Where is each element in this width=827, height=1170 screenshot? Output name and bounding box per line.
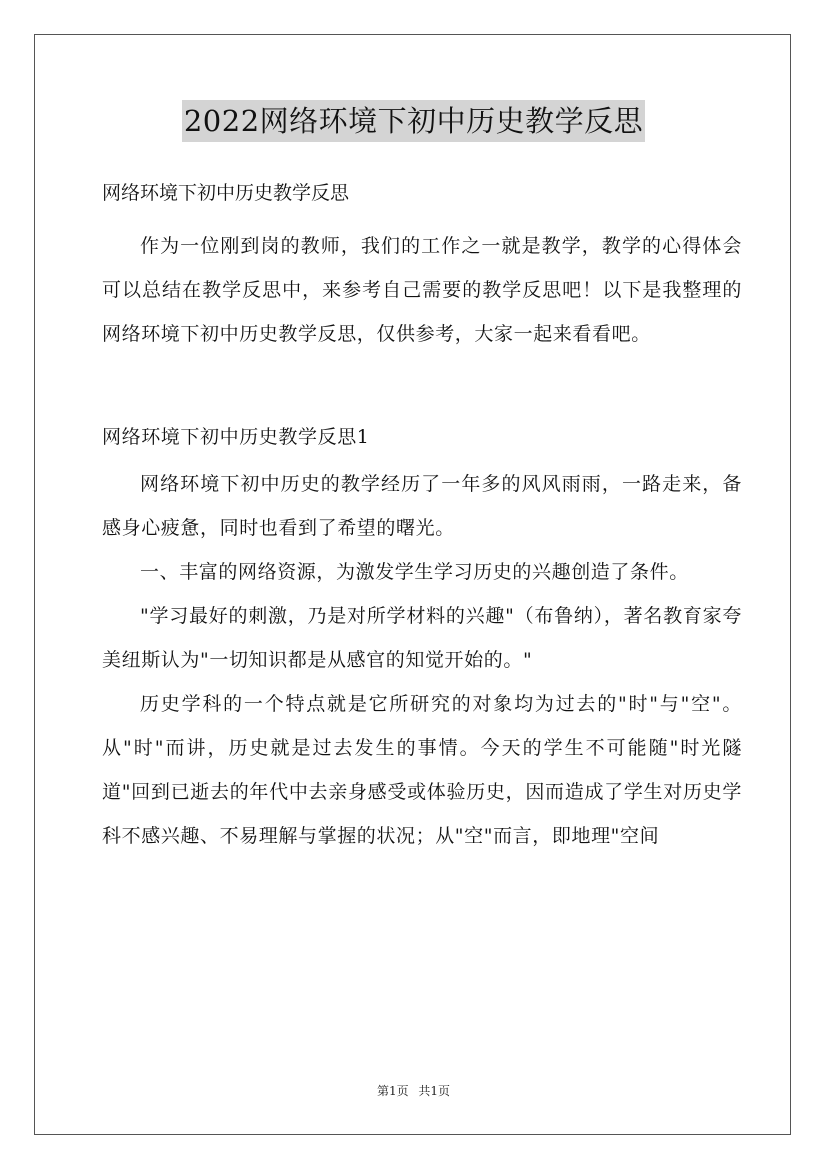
document-title-text: 2022网络环境下初中历史教学反思 <box>182 100 645 142</box>
body-paragraph: "学习最好的刺激，乃是对所学材料的兴趣"（布鲁纳），著名教育家夸美纽斯认为"一切知识都是从感官的知觉开始的。" <box>102 605 742 671</box>
document-subtitle: 网络环境下初中历史教学反思 <box>102 182 350 204</box>
document-body <box>102 168 742 858</box>
body-paragraph: 历史学科的一个特点就是它所研究的对象均为过去的"时"与"空"。从"时"而讲，历史就是过去发生的事情。今天的学生不可能随"时光隧道"回到已逝去的年代中去亲身感受或体验历史，因而造成了学生对历史学科不感兴趣、不易理解与掌握的状况；从"空"而言，即地理"空间 <box>102 693 742 847</box>
body-paragraph: 一、丰富的网络资源，为激发学生学习历史的兴趣创造了条件。 <box>140 561 689 583</box>
page-total: 共1页 <box>418 1084 451 1098</box>
section-heading: 网络环境下初中历史教学反思1 <box>102 426 370 448</box>
page-footer <box>0 1082 827 1099</box>
document-title <box>0 100 827 142</box>
body-paragraph: 网络环境下初中历史的教学经历了一年多的风风雨雨，一路走来，备感身心疲惫，同时也看到了希望的曙光。 <box>102 473 742 539</box>
intro-paragraph: 作为一位刚到岗的教师，我们的工作之一就是教学，教学的心得体会可以总结在教学反思中，来参考自己需要的教学反思吧！以下是我整理的网络环境下初中历史教学反思，仅供参考，大家一起来看看吧。 <box>102 235 742 345</box>
page-number: 第1页 <box>376 1084 409 1098</box>
